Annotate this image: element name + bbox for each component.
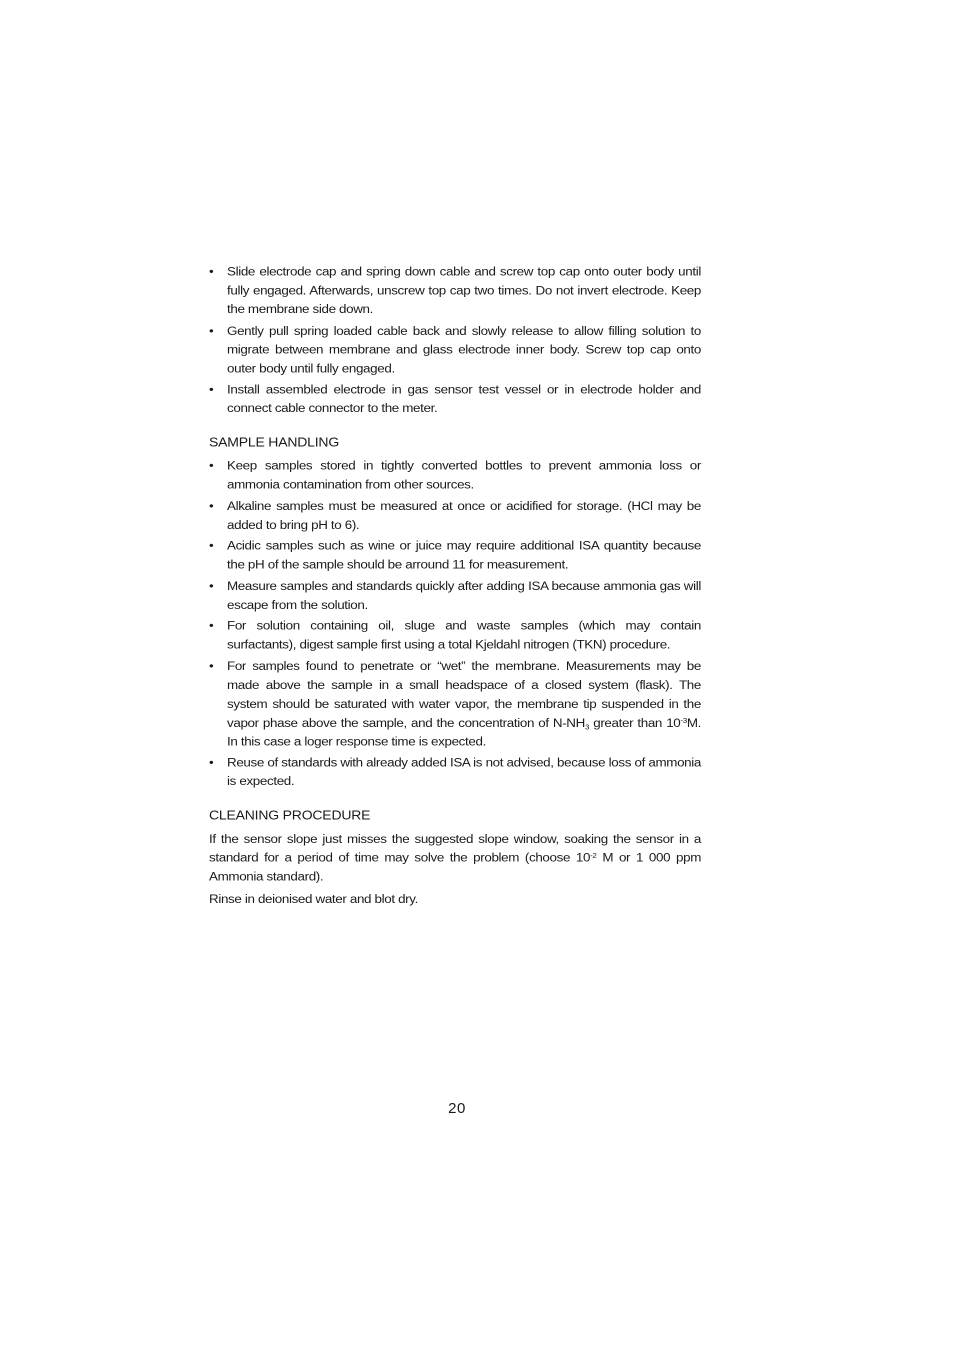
list-item [209, 262, 701, 319]
bullet-glyph: • [209, 264, 214, 279]
bullet-glyph: • [209, 538, 214, 553]
bullet-glyph: • [209, 498, 214, 513]
list-item-text: Keep samples stored in tightly converted bottles to prevent ammonia loss or ammonia contamination from other sources. [227, 458, 701, 492]
bullet-glyph: • [209, 658, 214, 673]
sample-handling-heading: SAMPLE HANDLING [209, 434, 340, 449]
list-item [209, 496, 701, 534]
flask-text-part3: M. In this case a loger response time is expected. [227, 715, 702, 748]
list-item [209, 616, 701, 654]
flask-text-part2: greater than 10 [589, 715, 681, 730]
cleaning-procedure-heading: CLEANING PROCEDURE [209, 807, 371, 823]
bullet-glyph: • [209, 618, 214, 633]
bullet-glyph: • [209, 755, 214, 770]
assembly-steps-list [209, 262, 701, 418]
cleaning-text-part1: If the sensor slope just misses the suggested slope window, soaking the sensor in a standard for a period of time may solve the problem (choose 10 [209, 831, 701, 865]
list-item-text: Measure samples and standards quickly after adding ISA because ammonia gas will escape from the solution. [227, 578, 701, 612]
subscript-3: 3 [584, 722, 590, 731]
bullet-glyph: • [209, 323, 214, 338]
list-item-text: Gently pull spring loaded cable back and slowly release to allow filling solution to migrate between membrane and glass electrode inner body. Screw top cap onto outer body until fully engaged. [227, 323, 701, 375]
document-body [209, 262, 701, 912]
list-item-text: Reuse of standards with already added ISA is not advised, because loss of ammonia is expected. [227, 755, 701, 788]
list-item [209, 321, 701, 378]
list-item-text: Acidic samples such as wine or juice may require additional ISA quantity because the pH of the sample should be arround 11 for measurement. [227, 538, 701, 572]
list-item-text: For solution containing oil, sluge and waste samples (which may contain surfactants), digest sample first using a total Kjeldahl nitrogen (TKN) procedure. [227, 618, 701, 652]
list-item-text: Install assembled electrode in gas sensor test vessel or in electrode holder and connect cable connector to the meter. [227, 382, 701, 415]
rinse-paragraph: Rinse in deionised water and blot dry. [209, 892, 419, 906]
cleaning-paragraph [209, 829, 701, 886]
superscript-exponent: -2 [590, 851, 597, 860]
bullet-glyph: • [209, 382, 214, 396]
bullet-glyph: • [209, 578, 214, 593]
list-item [209, 536, 701, 574]
list-item-text: Alkaline samples must be measured at once or acidified for storage. (HCl may be added to bring pH to 6). [227, 498, 701, 532]
list-item [209, 380, 701, 418]
list-item [209, 753, 701, 791]
cleaning-text-part2: M or 1 000 ppm Ammonia standard). [209, 850, 701, 884]
list-item [209, 456, 701, 494]
bullet-glyph: • [209, 458, 214, 473]
list-item-text: Slide electrode cap and spring down cable and screw top cap onto outer body until fully engaged. Afterwards, unscrew top cap two times. Do not invert electrode. Keep the membrane side down. [227, 264, 701, 316]
superscript-exponent: -3 [680, 716, 687, 725]
list-item [209, 576, 701, 614]
list-item-text [227, 659, 701, 748]
flask-text-part1: For samples found to penetrate or “wet” the membrane. Measurements may be made above the sample in a small headspace of a closed system (flask). The system should be saturated with water vapor, the membrane tip suspended in the vapor phase above the sample, and the concentration of N-NH [227, 658, 701, 730]
page-number: 20 [448, 1100, 466, 1117]
list-item [209, 656, 701, 750]
sample-handling-list [209, 456, 701, 790]
